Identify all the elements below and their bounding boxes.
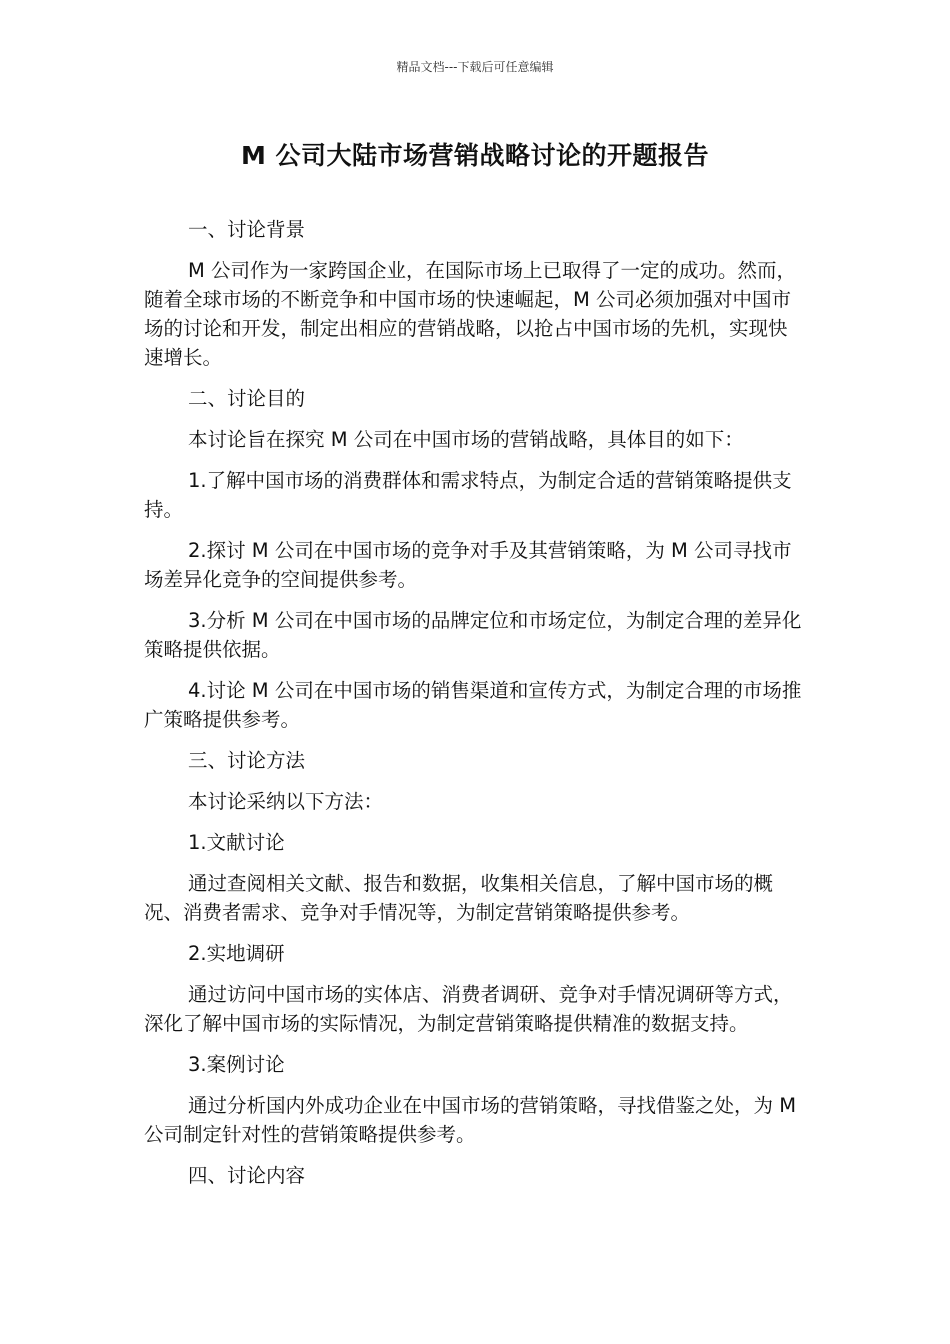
header-note: 精品文档---下载后可任意编辑: [396, 60, 554, 74]
section-heading-methods: 三、讨论方法: [188, 749, 306, 772]
purpose-item-4: 4.讨论 M 公司在中国市场的销售渠道和宣传方式，为制定合理的市场推广策略提供参考。: [144, 679, 802, 731]
method-heading-field-research: 2.实地调研: [188, 942, 285, 965]
purpose-item-1: 1.了解中国市场的消费群体和需求特点，为制定合适的营销策略提供支持。: [144, 469, 792, 521]
method-text-literature: 通过查阅相关文献、报告和数据，收集相关信息，了解中国市场的概况、消费者需求、竞争对手情况等，为制定营销策略提供参考。: [144, 872, 774, 924]
purpose-item-3: 3.分析 M 公司在中国市场的品牌定位和市场定位，为制定合理的差异化策略提供依据。: [144, 609, 802, 661]
method-text-field-research: 通过访问中国市场的实体店、消费者调研、竞争对手情况调研等方式，深化了解中国市场的实际情况，为制定营销策略提供精准的数据支持。: [144, 983, 793, 1035]
section-heading-content: 四、讨论内容: [188, 1164, 306, 1187]
document-title: M 公司大陆市场营销战略讨论的开题报告: [240, 141, 710, 170]
paragraph-background: M 公司作为一家跨国企业，在国际市场上已取得了一定的成功。然而，随着全球市场的不断竞争和中国市场的快速崛起，M 公司必须加强对中国市场的讨论和开发，制定出相应的营销战略，以抢占中国市场的先机，实现快速增长。: [144, 259, 797, 369]
section-heading-purpose: 二、讨论目的: [188, 387, 306, 410]
method-text-case-study: 通过分析国内外成功企业在中国市场的营销策略，寻找借鉴之处，为 M 公司制定针对性的营销策略提供参考。: [144, 1094, 797, 1146]
section-heading-background: 一、讨论背景: [188, 218, 306, 241]
method-heading-literature: 1.文献讨论: [188, 831, 285, 854]
purpose-item-2: 2.探讨 M 公司在中国市场的竞争对手及其营销策略，为 M 公司寻找市场差异化竞争的空间提供参考。: [144, 539, 792, 591]
method-heading-case-study: 3.案例讨论: [188, 1053, 285, 1076]
document-body: [144, 215, 802, 1202]
paragraph-purpose-intro: 本讨论旨在探究 M 公司在中国市场的营销战略，具体目的如下：: [188, 428, 744, 451]
paragraph-methods-intro: 本讨论采纳以下方法：: [188, 790, 384, 813]
